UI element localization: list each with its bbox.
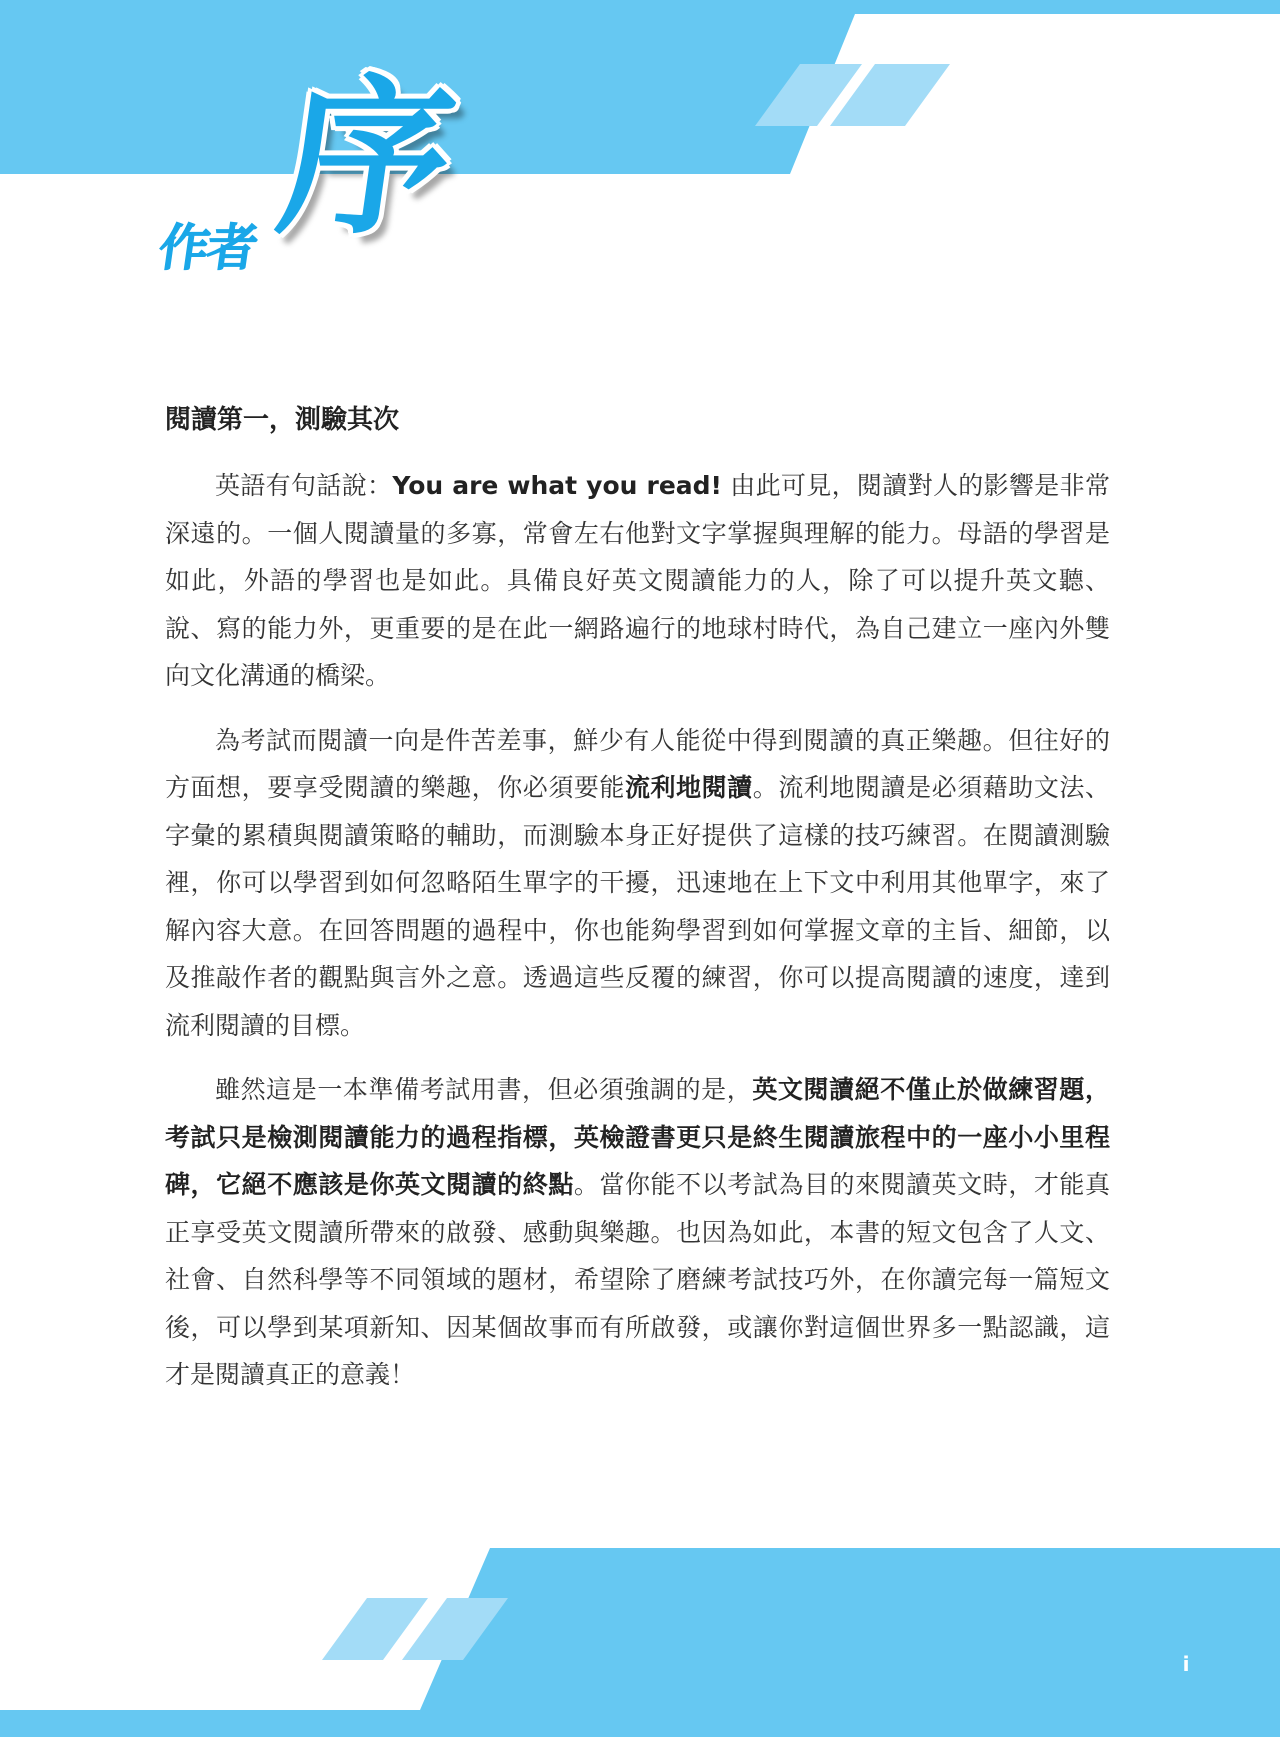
page-number: i	[1182, 1652, 1190, 1676]
paragraph-3-bold: 英文閱讀絕不僅止於做練習題，考試只是檢測閱讀能力的過程指標，英檢證書更只是終生閱讀旅程中的一座小小里程碑，它絕不應該是你英文閱讀的終點	[165, 1075, 1110, 1199]
paragraph-2	[165, 717, 1110, 1050]
paragraph-3-text-a: 雖然這是一本準備考試用書，但必須強調的是，	[215, 1075, 753, 1104]
title-big-character: 序	[268, 60, 466, 258]
paragraph-1-text-b: 由此可見，閱讀對人的影響是非常深遠的。一個人閱讀量的多寡，常會左右他對文字掌握與理解的能力。母語的學習是如此，外語的學習也是如此。具備良好英文閱讀能力的人，除了可以提升英文聽、說、寫的能力外，更重要的是在此一網路遍行的地球村時代，為自己建立一座內外雙向文化溝通的橋梁。	[165, 471, 1110, 690]
paragraph-3-text-b: 。當你能不以考試為目的來閱讀英文時，才能真正享受英文閱讀所帶來的啟發、感動與樂趣。也因為如此，本書的短文包含了人文、社會、自然科學等不同領域的題材，希望除了磨練考試技巧外，在你讀完每一篇短文後，可以學到某項新知、因某個故事而有所啟發，或讓你對這個世界多一點認識，這才是閱讀真正的意義！	[165, 1170, 1110, 1389]
bottom-band	[0, 1548, 1280, 1737]
paragraph-1-bold: You are what you read!	[392, 471, 722, 500]
paragraph-1	[165, 462, 1110, 700]
paragraph-3	[165, 1066, 1110, 1399]
preface-body	[165, 398, 1110, 1416]
section-heading: 閱讀第一，測驗其次	[165, 405, 400, 435]
paragraph-2-text-b: 。流利地閱讀是必須藉助文法、字彙的累積與閱讀策略的輔助，而測驗本身正好提供了這樣的技巧練習。在閱讀測驗裡，你可以學習到如何忽略陌生單字的干擾，迅速地在上下文中利用其他單字，來了解內容大意。在回答問題的過程中，你也能夠學習到如何掌握文章的主旨、細節，以及推敲作者的觀點與言外之意。透過這些反覆的練習，你可以提高閱讀的速度，達到流利閱讀的目標。	[165, 773, 1110, 1040]
title-small-text: 作者	[155, 219, 260, 277]
paragraph-1-text-a: 英語有句話說：	[215, 471, 393, 500]
title-block	[155, 60, 466, 288]
paragraph-2-text-a: 為考試而閱讀一向是件苦差事，鮮少有人能從中得到閱讀的真正樂趣。但往好的方面想，要享受閱讀的樂趣，你必須要能	[165, 725, 1110, 802]
paragraph-2-bold: 流利地閱讀	[624, 773, 753, 802]
